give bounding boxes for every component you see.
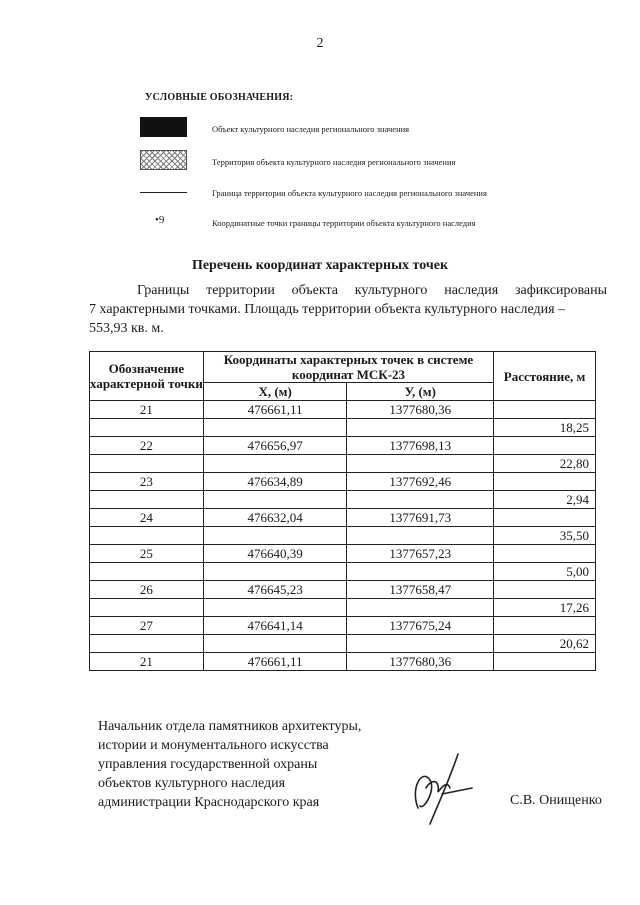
empty-cell [90,419,204,437]
point-id-cell: 27 [90,617,204,635]
header-y: У, (м) [347,383,494,401]
hatched-box-icon [140,150,187,170]
table-row [90,617,596,635]
point-marker-icon: •9 [155,214,165,226]
empty-cell [90,527,204,545]
empty-cell [203,419,347,437]
table-row [90,455,596,473]
empty-cell [347,599,494,617]
distance-cell: 17,26 [494,599,596,617]
empty-cell [347,455,494,473]
empty-cell [90,599,204,617]
point-id-cell: 22 [90,437,204,455]
distance-cell [494,581,596,599]
paragraph-line: 7 характерными точками. Площадь территории объекта культурного наследия – [89,302,566,317]
table-row [90,635,596,653]
y-coord-cell: 1377691,73 [347,509,494,527]
empty-cell [347,563,494,581]
empty-cell [90,563,204,581]
coordinates-table [89,351,596,671]
y-coord-cell: 1377680,36 [347,653,494,671]
distance-cell [494,401,596,419]
position-line: истории и монументального искусства [98,738,329,753]
header-distance: Расстояние, м [494,352,596,401]
table-row [90,491,596,509]
empty-cell [203,599,347,617]
signature-block [98,717,361,812]
point-marker-label: 9 [158,214,165,226]
point-id-cell: 25 [90,545,204,563]
point-id-cell: 26 [90,581,204,599]
point-id-cell: 21 [90,653,204,671]
x-coord-cell: 476661,11 [203,401,347,419]
table-row [90,437,596,455]
empty-cell [90,491,204,509]
page-number: 2 [316,36,324,51]
distance-cell: 18,25 [494,419,596,437]
table-row [90,563,596,581]
table-row [90,545,596,563]
table-row [90,653,596,671]
distance-cell [494,545,596,563]
empty-cell [203,635,347,653]
distance-cell: 2,94 [494,491,596,509]
paragraph-line: Границы территории объекта культурного наследия зафиксированы [137,283,607,298]
table-row [90,527,596,545]
y-coord-cell: 1377692,46 [347,473,494,491]
position-line: Начальник отдела памятников архитектуры, [98,719,362,734]
handwritten-signature [400,748,480,828]
y-coord-cell: 1377657,23 [347,545,494,563]
point-id-cell: 23 [90,473,204,491]
x-coord-cell: 476656,97 [203,437,347,455]
x-coord-cell: 476641,14 [203,617,347,635]
table-row [90,419,596,437]
distance-cell [494,509,596,527]
y-coord-cell: 1377658,47 [347,581,494,599]
paragraph-line: 553,93 кв. м. [89,321,164,336]
position-line: управления государственной охраны [98,757,318,772]
description-paragraph [89,281,607,338]
empty-cell [347,419,494,437]
point-id-cell: 24 [90,509,204,527]
empty-cell [203,563,347,581]
empty-cell [90,635,204,653]
empty-cell [347,491,494,509]
signer-name: С.В. Онищенко [510,793,602,808]
header-point: Обозначение характерной точки [90,352,204,401]
y-coord-cell: 1377675,24 [347,617,494,635]
legend-label: Граница территории объекта культурного наследия регионального значения [212,188,487,198]
header-x: X, (м) [203,383,347,401]
position-line: администрации Краснодарского края [98,795,320,810]
table-row [90,509,596,527]
y-coord-cell: 1377698,13 [347,437,494,455]
section-title: Перечень координат характерных точек [191,258,449,273]
legend-label: Территория объекта культурного наследия регионального значения [212,157,456,167]
empty-cell [203,491,347,509]
distance-cell: 5,00 [494,563,596,581]
legend-title: УСЛОВНЫЕ ОБОЗНАЧЕНИЯ: [145,92,294,103]
table-body [90,401,596,671]
empty-cell [203,455,347,473]
distance-cell [494,653,596,671]
x-coord-cell: 476645,23 [203,581,347,599]
legend-label: Координатные точки границы территории объекта культурного наследия [212,218,476,228]
distance-cell [494,617,596,635]
black-box-icon [140,117,187,137]
x-coord-cell: 476640,39 [203,545,347,563]
x-coord-cell: 476634,89 [203,473,347,491]
point-id-cell: 21 [90,401,204,419]
empty-cell [347,527,494,545]
empty-cell [347,635,494,653]
table-row [90,599,596,617]
distance-cell: 22,80 [494,455,596,473]
boundary-line-icon [140,192,187,193]
header-coordinates: Координаты характерных точек в системе координат МСК-23 [203,352,493,383]
empty-cell [90,455,204,473]
x-coord-cell: 476632,04 [203,509,347,527]
distance-cell: 20,62 [494,635,596,653]
distance-cell [494,473,596,491]
table-row [90,581,596,599]
y-coord-cell: 1377680,36 [347,401,494,419]
distance-cell: 35,50 [494,527,596,545]
x-coord-cell: 476661,11 [203,653,347,671]
empty-cell [203,527,347,545]
table-row [90,401,596,419]
position-line: объектов культурного наследия [98,776,286,791]
table-row [90,473,596,491]
legend-label: Объект культурного наследия регионального значения [212,124,410,134]
distance-cell [494,437,596,455]
